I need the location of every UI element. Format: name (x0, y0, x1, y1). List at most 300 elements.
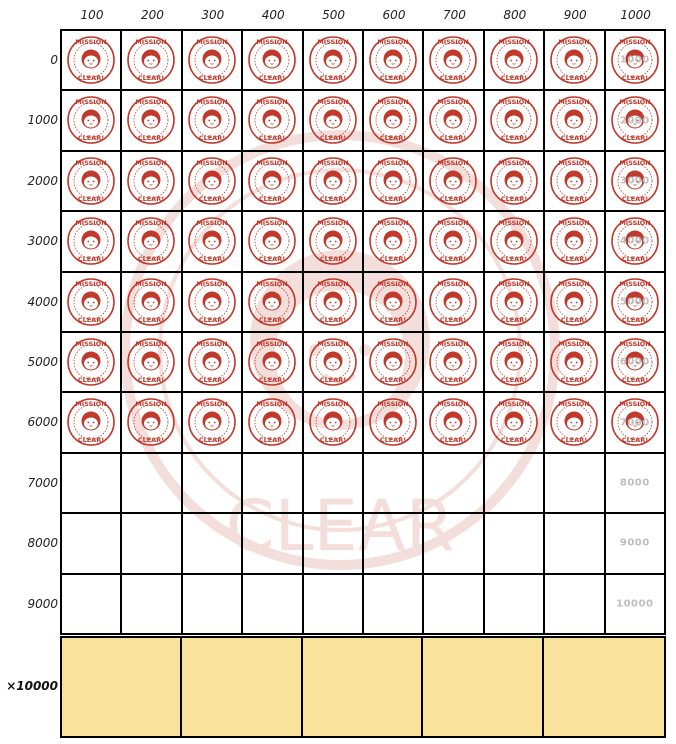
grid-cell (424, 212, 484, 272)
svg-text:MISSION: MISSION (316, 340, 349, 348)
row-label: 9000 (27, 596, 58, 611)
column-label: 300 (201, 8, 225, 22)
svg-text:CLEAR!: CLEAR! (561, 436, 588, 445)
mission-clear-stamp-icon (126, 397, 176, 447)
grid-cell (485, 91, 545, 151)
cell-value: 4000 (619, 235, 650, 247)
mission-clear-stamp-icon (549, 397, 599, 447)
svg-text:MISSION: MISSION (618, 279, 651, 288)
grid-cell (545, 454, 605, 514)
mission-clear-stamp-icon (368, 95, 418, 145)
grid-cell (183, 454, 243, 514)
grid-cell (122, 575, 182, 635)
svg-text:MISSION: MISSION (377, 98, 409, 107)
grid-cell (364, 333, 424, 393)
mission-clear-stamp-icon (126, 277, 176, 327)
mission-clear-stamp-icon (368, 35, 418, 85)
grid-cell (183, 212, 243, 272)
bonus-cell (182, 638, 302, 736)
grid-cell (304, 514, 364, 574)
mission-clear-stamp-icon (549, 95, 599, 145)
svg-text:MISSION: MISSION (618, 340, 651, 348)
grid-cell (545, 152, 605, 212)
svg-text:MISSION: MISSION (196, 340, 228, 348)
grid-cell (183, 393, 243, 453)
svg-text:MISSION: MISSION (196, 38, 228, 46)
svg-text:CLEAR: CLEAR (225, 485, 455, 567)
svg-text:CLEAR!: CLEAR! (621, 74, 648, 82)
grid-cell (243, 91, 303, 151)
row-label: 1000 (27, 113, 58, 128)
grid-cell (545, 393, 605, 453)
grid-cell (62, 31, 122, 91)
mission-clear-stamp-icon (247, 95, 297, 145)
svg-text:CLEAR!: CLEAR! (621, 315, 648, 324)
row-label: 3000 (27, 234, 58, 249)
svg-text:CLEAR!: CLEAR! (500, 74, 527, 82)
svg-text:MISSION: MISSION (196, 98, 228, 107)
svg-text:MISSION: MISSION (316, 98, 349, 107)
grid-cell (364, 31, 424, 91)
cell-value: 5000 (619, 296, 650, 308)
svg-text:CLEAR!: CLEAR! (379, 436, 407, 445)
grid-cell (424, 91, 484, 151)
mission-clear-stamp-icon (187, 95, 237, 145)
svg-text:CLEAR!: CLEAR! (259, 436, 286, 445)
svg-text:MISSION: MISSION (437, 400, 470, 409)
svg-text:CLEAR!: CLEAR! (138, 315, 165, 324)
mission-clear-stamp-icon (126, 216, 176, 266)
svg-text:MISSION: MISSION (558, 98, 590, 107)
svg-text:CLEAR!: CLEAR! (379, 315, 407, 324)
svg-text:CLEAR!: CLEAR! (440, 436, 467, 445)
grid-cell (485, 393, 545, 453)
grid-cell (606, 31, 666, 91)
svg-text:CLEAR!: CLEAR! (198, 436, 225, 445)
cell-value: 6000 (619, 356, 650, 368)
grid-cell (424, 575, 484, 635)
row-label: 8000 (27, 536, 58, 551)
svg-text:CLEAR!: CLEAR! (198, 376, 225, 384)
svg-text:CLEAR!: CLEAR! (138, 194, 165, 203)
svg-text:CLEAR!: CLEAR! (440, 194, 467, 203)
cell-value: 7000 (619, 417, 650, 429)
svg-text:CLEAR!: CLEAR! (561, 255, 588, 264)
svg-text:CLEAR!: CLEAR! (440, 376, 467, 384)
grid-cell (304, 393, 364, 453)
grid-cell (364, 212, 424, 272)
svg-text:CLEAR!: CLEAR! (621, 436, 648, 445)
svg-text:CLEAR!: CLEAR! (319, 436, 346, 445)
svg-text:CLEAR!: CLEAR! (77, 194, 105, 203)
row-label: 6000 (27, 415, 58, 430)
grid-cell (62, 273, 122, 333)
mission-clear-stamp-icon (187, 397, 237, 447)
svg-text:CLEAR!: CLEAR! (259, 315, 286, 324)
svg-text:MISSION: MISSION (377, 158, 409, 167)
mission-clear-stamp-icon (308, 277, 358, 327)
mission-clear-stamp-icon (428, 35, 478, 85)
svg-text:CLEAR!: CLEAR! (77, 74, 105, 82)
svg-text:MISSION: MISSION (377, 400, 409, 409)
svg-text:MISSION: MISSION (437, 219, 470, 228)
mission-clear-stamp-icon (308, 156, 358, 206)
svg-text:CLEAR!: CLEAR! (77, 376, 105, 384)
mission-clear-stamp-icon (489, 35, 539, 85)
mission-clear-stamp-icon (247, 277, 297, 327)
svg-text:CLEAR!: CLEAR! (440, 74, 467, 82)
grid-cell (62, 91, 122, 151)
mission-clear-stamp-icon (66, 35, 116, 85)
svg-text:MISSION: MISSION (377, 340, 409, 348)
grid-cell (485, 454, 545, 514)
svg-text:MISSION: MISSION (437, 279, 470, 288)
grid-cell (122, 152, 182, 212)
grid-cell (62, 514, 122, 574)
svg-text:MISSION: MISSION (618, 38, 651, 46)
column-label: 700 (442, 8, 466, 22)
mission-clear-stamp-icon (368, 337, 418, 387)
column-label: 1000 (620, 8, 651, 22)
row-label: 4000 (27, 294, 58, 309)
svg-text:MISSION: MISSION (437, 98, 470, 107)
grid-cell (424, 454, 484, 514)
cell-value: 8000 (619, 477, 650, 489)
svg-text:MISSION: MISSION (196, 219, 228, 228)
mission-clear-stamp-icon (549, 337, 599, 387)
svg-text:MISSION: MISSION (498, 98, 530, 107)
grid-cell (545, 31, 605, 91)
svg-text:CLEAR!: CLEAR! (259, 255, 286, 264)
grid-cell (122, 454, 182, 514)
mission-clear-stamp-icon (428, 277, 478, 327)
grid-cell (485, 31, 545, 91)
mission-clear-stamp-icon (66, 156, 116, 206)
svg-text:CLEAR!: CLEAR! (379, 194, 407, 203)
grid-cell (62, 454, 122, 514)
mission-clear-stamp-icon (368, 156, 418, 206)
grid-cell (62, 152, 122, 212)
mission-clear-stamp-icon (247, 337, 297, 387)
grid-cell (606, 393, 666, 453)
grid-cell (424, 273, 484, 333)
column-label: 900 (563, 8, 587, 22)
svg-text:MISSION: MISSION (135, 158, 168, 167)
mission-clear-stamp-icon (489, 216, 539, 266)
mission-clear-stamp-icon (489, 277, 539, 327)
svg-text:MISSION: MISSION (558, 279, 590, 288)
grid-cell (364, 575, 424, 635)
grid-cell (606, 514, 666, 574)
svg-text:MISSION: MISSION (75, 158, 107, 167)
grid-cell (304, 333, 364, 393)
grid-cell (122, 333, 182, 393)
grid-cell (485, 212, 545, 272)
svg-text:MISSION: MISSION (316, 279, 349, 288)
grid-cell (183, 273, 243, 333)
mission-clear-stamp-icon (247, 156, 297, 206)
svg-text:CLEAR!: CLEAR! (621, 134, 648, 143)
mission-clear-stamp-icon (549, 156, 599, 206)
grid-cell (364, 393, 424, 453)
svg-text:MISSION: MISSION (618, 400, 651, 409)
svg-text:MISSION: MISSION (196, 279, 228, 288)
svg-text:MISSION: MISSION (75, 279, 107, 288)
svg-text:MISSION: MISSION (256, 38, 288, 46)
svg-text:CLEAR!: CLEAR! (319, 255, 346, 264)
svg-text:CLEAR!: CLEAR! (319, 376, 346, 384)
mission-clear-stamp-icon (66, 216, 116, 266)
svg-text:MISSION: MISSION (75, 38, 107, 46)
row-label: 2000 (27, 173, 58, 188)
svg-text:CLEAR!: CLEAR! (621, 194, 648, 203)
grid-cell (122, 273, 182, 333)
mission-clear-stamp-icon (66, 95, 116, 145)
grid-cell (304, 91, 364, 151)
mission-clear-stamp-icon (368, 277, 418, 327)
mission-clear-stamp-icon (66, 277, 116, 327)
grid-cell (183, 514, 243, 574)
svg-text:CLEAR!: CLEAR! (379, 74, 407, 82)
bonus-cell (423, 638, 543, 736)
mission-clear-stamp-icon (187, 35, 237, 85)
grid-cell (424, 31, 484, 91)
bonus-row (60, 636, 666, 738)
mission-clear-stamp-icon (428, 95, 478, 145)
svg-text:CLEAR!: CLEAR! (319, 74, 346, 82)
grid-cell (304, 31, 364, 91)
grid-cell (545, 333, 605, 393)
mission-clear-stamp-icon (428, 397, 478, 447)
svg-text:CLEAR!: CLEAR! (561, 74, 588, 82)
svg-text:CLEAR!: CLEAR! (138, 436, 165, 445)
svg-text:CLEAR!: CLEAR! (319, 315, 346, 324)
svg-text:MISSION: MISSION (196, 400, 228, 409)
svg-text:MISSION: MISSION (196, 158, 228, 167)
svg-text:CLEAR!: CLEAR! (138, 376, 165, 384)
svg-text:CLEAR!: CLEAR! (77, 315, 105, 324)
grid-cell (424, 514, 484, 574)
svg-text:CLEAR!: CLEAR! (138, 74, 165, 82)
grid-cell (62, 333, 122, 393)
svg-text:CLEAR!: CLEAR! (198, 255, 225, 264)
svg-text:MISSION: MISSION (135, 38, 168, 46)
grid-cell (243, 333, 303, 393)
grid-cell (122, 212, 182, 272)
svg-text:CLEAR!: CLEAR! (561, 315, 588, 324)
svg-text:CLEAR!: CLEAR! (621, 376, 648, 384)
row-label: 0 (50, 53, 58, 67)
mission-clear-stamp-icon (308, 216, 358, 266)
mission-clear-stamp-icon (489, 337, 539, 387)
grid-cell (606, 152, 666, 212)
grid-cell (364, 152, 424, 212)
grid-cell (243, 575, 303, 635)
svg-text:CLEAR!: CLEAR! (561, 376, 588, 384)
svg-text:MISSION: MISSION (558, 340, 590, 348)
cell-value: 1000 (619, 54, 650, 66)
svg-text:MISSION: MISSION (437, 38, 470, 46)
mission-clear-stamp-icon (368, 216, 418, 266)
mission-clear-stamp-icon (308, 35, 358, 85)
column-label: 100 (80, 8, 104, 22)
grid-cell (545, 91, 605, 151)
svg-text:CLEAR!: CLEAR! (500, 134, 527, 143)
grid-cell (183, 575, 243, 635)
svg-text:MISSION: MISSION (618, 158, 651, 167)
row-label: 5000 (27, 355, 58, 369)
svg-text:MISSION: MISSION (498, 158, 530, 167)
grid-cell (243, 152, 303, 212)
mission-clear-stamp-icon (126, 95, 176, 145)
svg-text:MISSION: MISSION (498, 340, 530, 348)
grid-cell (304, 575, 364, 635)
svg-text:CLEAR!: CLEAR! (319, 134, 346, 143)
grid-cell (485, 333, 545, 393)
grid-cell (122, 514, 182, 574)
mission-clear-stamp-icon (126, 35, 176, 85)
svg-text:CLEAR!: CLEAR! (138, 255, 165, 264)
svg-text:MISSION: MISSION (558, 400, 590, 409)
grid-cell (183, 31, 243, 91)
grid-cell (243, 212, 303, 272)
svg-text:MISSION: MISSION (377, 279, 409, 288)
grid-cell (606, 212, 666, 272)
svg-text:MISSION: MISSION (256, 400, 288, 409)
grid-cell (243, 454, 303, 514)
grid-cell (304, 152, 364, 212)
svg-text:CLEAR!: CLEAR! (198, 315, 225, 324)
mission-clear-stamp-icon (247, 35, 297, 85)
svg-text:MISSION: MISSION (316, 400, 349, 409)
bonus-cell (544, 638, 664, 736)
svg-text:MISSION: MISSION (558, 158, 590, 167)
grid-cell (183, 333, 243, 393)
svg-text:MISSION: MISSION (256, 340, 288, 348)
mission-clear-stamp-icon (489, 397, 539, 447)
grid-cell (545, 212, 605, 272)
grid-cell (243, 393, 303, 453)
svg-text:CLEAR!: CLEAR! (500, 255, 527, 264)
mission-clear-stamp-icon (368, 397, 418, 447)
grid-cell (243, 514, 303, 574)
cell-value: 9000 (619, 537, 650, 549)
mission-clear-stamp-icon (187, 216, 237, 266)
svg-text:CLEAR!: CLEAR! (440, 255, 467, 264)
grid-cell (122, 31, 182, 91)
mission-clear-stamp-icon (549, 35, 599, 85)
grid-cell (364, 514, 424, 574)
grid-cell (364, 273, 424, 333)
mission-clear-stamp-icon (247, 397, 297, 447)
svg-text:MISSION: MISSION (256, 279, 288, 288)
grid-cell (62, 212, 122, 272)
cell-value: 2000 (619, 115, 650, 127)
svg-text:MISSION: MISSION (75, 400, 107, 409)
svg-text:CLEAR!: CLEAR! (561, 134, 588, 143)
grid-cell (485, 273, 545, 333)
grid-cell (243, 273, 303, 333)
mission-clear-stamp-icon (187, 156, 237, 206)
svg-text:MISSION: MISSION (437, 340, 470, 348)
mission-clear-stamp-icon (187, 337, 237, 387)
mission-clear-stamp-icon (126, 337, 176, 387)
bonus-cell (62, 638, 182, 736)
cell-value: 3000 (619, 175, 650, 187)
grid-cell (304, 212, 364, 272)
grid-cell (364, 454, 424, 514)
mission-clear-stamp-icon (126, 156, 176, 206)
grid-cell (304, 454, 364, 514)
mission-clear-stamp-icon (428, 337, 478, 387)
svg-text:MISSION: MISSION (377, 38, 409, 46)
grid-cell (364, 91, 424, 151)
mission-clear-stamp-icon (549, 216, 599, 266)
svg-text:MISSION: MISSION (618, 219, 651, 228)
mission-clear-stamp-icon (308, 337, 358, 387)
svg-text:MISSION: MISSION (316, 158, 349, 167)
column-label: 400 (261, 8, 285, 22)
multiplier-label: ×10000 (6, 679, 58, 693)
grid-cell (424, 333, 484, 393)
svg-text:MISSION: MISSION (558, 38, 590, 46)
svg-text:CLEAR!: CLEAR! (440, 134, 467, 143)
column-label: 800 (503, 8, 527, 22)
column-label: 200 (140, 8, 164, 22)
svg-text:CLEAR!: CLEAR! (198, 134, 225, 143)
grid-cell (424, 152, 484, 212)
grid-cell (606, 91, 666, 151)
svg-text:MISSION: MISSION (135, 219, 168, 228)
mission-clear-stamp-icon (489, 156, 539, 206)
mission-clear-stamp-icon (247, 216, 297, 266)
svg-text:CLEAR!: CLEAR! (500, 194, 527, 203)
grid-cell (122, 393, 182, 453)
grid-cell (606, 454, 666, 514)
grid-cell (606, 575, 666, 635)
svg-text:CLEAR!: CLEAR! (319, 194, 346, 203)
svg-text:CLEAR!: CLEAR! (77, 134, 105, 143)
svg-text:CLEAR!: CLEAR! (621, 255, 648, 264)
mission-clear-stamp-icon (187, 277, 237, 327)
svg-text:MISSION: MISSION (75, 219, 107, 228)
svg-text:CLEAR!: CLEAR! (379, 134, 407, 143)
svg-text:MISSION: MISSION (558, 219, 590, 228)
svg-text:MISSION: MISSION (498, 400, 530, 409)
svg-text:MISSION: MISSION (377, 219, 409, 228)
svg-text:CLEAR!: CLEAR! (500, 436, 527, 445)
grid-cell (183, 152, 243, 212)
svg-text:CLEAR!: CLEAR! (198, 194, 225, 203)
svg-text:CLEAR!: CLEAR! (379, 376, 407, 384)
svg-text:CLEAR!: CLEAR! (561, 194, 588, 203)
grid-cell (545, 514, 605, 574)
svg-text:CLEAR!: CLEAR! (259, 376, 286, 384)
grid-cell (485, 514, 545, 574)
grid-cell (183, 91, 243, 151)
svg-text:CLEAR!: CLEAR! (198, 74, 225, 82)
svg-text:MISSION: MISSION (618, 98, 651, 107)
grid-cell (545, 575, 605, 635)
grid-cell (243, 31, 303, 91)
column-label: 600 (382, 8, 406, 22)
svg-text:CLEAR!: CLEAR! (379, 255, 407, 264)
grid-cell (606, 273, 666, 333)
row-label: 7000 (27, 475, 58, 490)
mission-clear-stamp-icon (549, 277, 599, 327)
svg-text:MISSION: MISSION (256, 219, 288, 228)
svg-text:CLEAR!: CLEAR! (138, 134, 165, 143)
